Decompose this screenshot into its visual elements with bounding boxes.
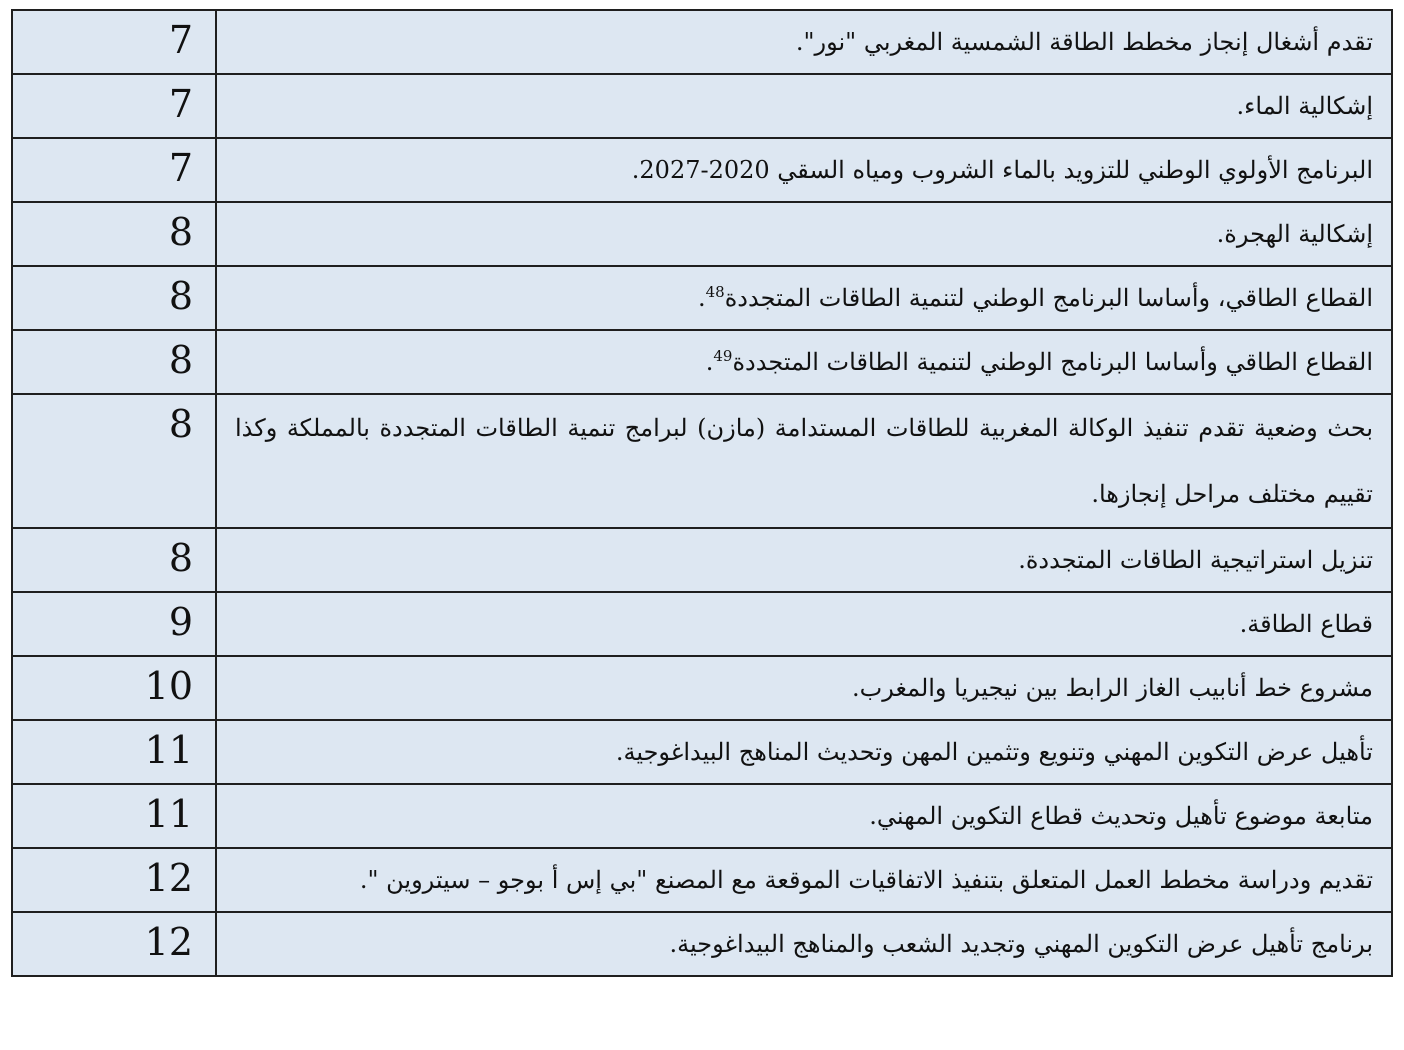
table-row [12,10,1392,74]
entry-title: متابعة موضوع تأهيل وتحديث قطاع التكوين المهني. [216,784,1392,848]
entry-title [216,266,1392,330]
entry-title: إشكالية الهجرة. [216,202,1392,266]
page-number: 7 [12,10,216,74]
page-number: 12 [12,848,216,912]
table-row [12,720,1392,784]
page-number: 12 [12,912,216,976]
page-number: 11 [12,784,216,848]
entry-title-tail: . [705,348,714,376]
page-number: 7 [12,138,216,202]
table-row [12,202,1392,266]
entry-title-text: القطاع الطاقي وأساسا البرنامج الوطني لتنمية الطاقات المتجددة [732,348,1373,376]
table-row [12,912,1392,976]
table-row [12,784,1392,848]
footnote-ref: 48 [705,283,725,301]
table-row [12,74,1392,138]
page-number: 8 [12,394,216,528]
table-row [12,848,1392,912]
table-row [12,330,1392,394]
entry-title: بحث وضعية تقدم تنفيذ الوكالة المغربية للطاقات المستدامة (مازن) لبرامج تنمية الطاقات المتجددة بالمملكة وكذا تقييم مختلف مراحل إنجازها. [216,394,1392,528]
page-number: 9 [12,592,216,656]
entry-title: برنامج تأهيل عرض التكوين المهني وتجديد الشعب والمناهج البيداغوجية. [216,912,1392,976]
entry-title: تقديم ودراسة مخطط العمل المتعلق بتنفيذ الاتفاقيات الموقعة مع المصنع "بي إس أ بوجو – سيتروين ". [216,848,1392,912]
entry-title [216,330,1392,394]
table-row [12,656,1392,720]
page-number: 8 [12,528,216,592]
page-number: 8 [12,266,216,330]
entry-title-tail: . [697,284,706,312]
page-number: 8 [12,330,216,394]
entry-title: إشكالية الماء. [216,74,1392,138]
entry-title-text: القطاع الطاقي، وأساسا البرنامج الوطني لتنمية الطاقات المتجددة [724,284,1373,312]
table-row [12,528,1392,592]
table-row [12,266,1392,330]
table-of-contents [11,9,1393,977]
page-number: 8 [12,202,216,266]
entry-title: مشروع خط أنابيب الغاز الرابط بين نيجيريا والمغرب. [216,656,1392,720]
entry-title: البرنامج الأولوي الوطني للتزويد بالماء الشروب ومياه السقي 2020-2027. [216,138,1392,202]
footnote-ref: 49 [713,347,733,365]
table-row [12,138,1392,202]
entry-title: تأهيل عرض التكوين المهني وتنويع وتثمين المهن وتحديث المناهج البيداغوجية. [216,720,1392,784]
table-row [12,592,1392,656]
entry-title: تقدم أشغال إنجاز مخطط الطاقة الشمسية المغربي "نور". [216,10,1392,74]
page-number: 7 [12,74,216,138]
table-row [12,394,1392,528]
page-number: 11 [12,720,216,784]
entry-title: تنزيل استراتيجية الطاقات المتجددة. [216,528,1392,592]
page-number: 10 [12,656,216,720]
entry-title: قطاع الطاقة. [216,592,1392,656]
